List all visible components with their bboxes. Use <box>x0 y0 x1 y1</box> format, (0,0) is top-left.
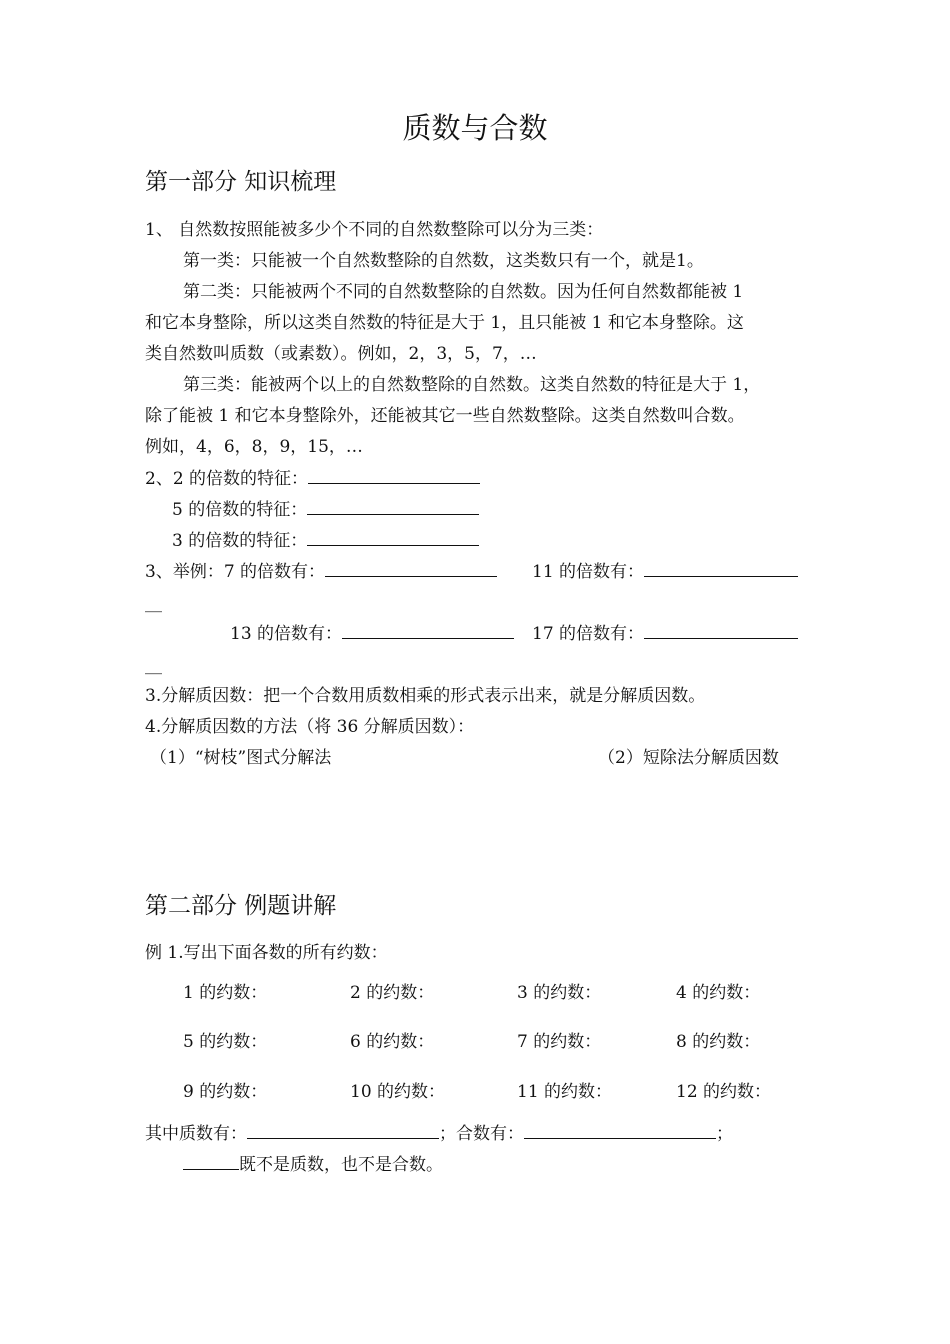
multiples-of-7-row <box>145 560 497 583</box>
multiples-of-5-blank[interactable] <box>307 498 479 515</box>
divisors-of-10: 10 的约数： <box>350 1082 446 1102</box>
multiples-of-13-row <box>230 622 514 645</box>
prime-composite-row <box>145 1122 733 1145</box>
tree-method-label: （1）“树枝”图式分解法 <box>150 748 332 768</box>
divisors-of-4: 4 的约数： <box>676 983 761 1003</box>
neither-blank[interactable] <box>183 1153 239 1170</box>
multiples-of-5-label: 5 的倍数的特征： <box>172 500 308 520</box>
prime-factorization-methods: 4.分解质因数的方法（将 36 分解质因数）： <box>145 717 475 737</box>
composites-blank[interactable] <box>524 1122 716 1139</box>
divisors-of-2: 2 的约数： <box>350 983 435 1003</box>
multiples-of-11-row <box>532 560 798 583</box>
multiples-of-11-label: 11 的倍数有： <box>532 562 645 582</box>
prime-factorization-definition: 3.分解质因数：把一个合数用质数相乘的形式表示出来，就是分解质因数。 <box>145 686 706 706</box>
class3-line2: 除了能被 1 和它本身整除外，还能被其它一些自然数整除。这类自然数叫合数。 <box>145 406 745 426</box>
class2-line1: 第二类：只能被两个不同的自然数整除的自然数。因为任何自然数都能被 1 <box>183 282 744 302</box>
class3-line1: 第三类：能被两个以上的自然数整除的自然数。这类自然数的特征是大于 1， <box>183 375 761 395</box>
multiples-of-17-label: 17 的倍数有： <box>532 624 645 644</box>
part1-heading: 第一部分 知识梳理 <box>145 169 337 195</box>
multiples-of-3-row <box>172 529 479 552</box>
multiples-of-17-row <box>532 622 798 645</box>
multiples-of-3-label: 3 的倍数的特征： <box>172 531 308 551</box>
multiples-of-17-blank[interactable] <box>644 622 798 639</box>
semicolon-1: ； <box>439 1124 456 1144</box>
composites-label: 合数有： <box>456 1124 524 1144</box>
class2-line3: 类自然数叫质数（或素数）。例如，2，3，5，7，… <box>145 344 537 364</box>
primes-blank[interactable] <box>247 1122 439 1139</box>
multiples-of-3-blank[interactable] <box>307 529 479 546</box>
divisors-of-9: 9 的约数： <box>183 1082 268 1102</box>
multiples-of-11-blank[interactable] <box>644 560 798 577</box>
divisors-of-6: 6 的约数： <box>350 1032 435 1052</box>
example1-prompt: 例 1.写出下面各数的所有约数： <box>145 943 388 963</box>
divisors-of-3: 3 的约数： <box>517 983 602 1003</box>
multiples-of-13-blank[interactable] <box>342 622 514 639</box>
page-title: 质数与合数 <box>402 111 548 145</box>
divisors-of-7: 7 的约数： <box>517 1032 602 1052</box>
multiples-of-11-blank-wrap: __ <box>145 593 162 613</box>
class1-text: 第一类：只能被一个自然数整除的自然数，这类数只有一个，就是1。 <box>183 251 704 271</box>
divisors-of-1: 1 的约数： <box>183 983 268 1003</box>
multiples-of-2-label: 2、2 的倍数的特征： <box>145 469 309 489</box>
multiples-of-5-row <box>172 498 479 521</box>
divisors-of-8: 8 的约数： <box>676 1032 761 1052</box>
neither-row <box>183 1153 443 1176</box>
neither-text: 既不是质数，也不是合数。 <box>239 1155 443 1175</box>
divisors-of-5: 5 的约数： <box>183 1032 268 1052</box>
multiples-of-17-blank-wrap: __ <box>145 655 162 675</box>
multiples-of-2-blank[interactable] <box>308 467 480 484</box>
class3-line3: 例如，4，6，8，9，15，… <box>145 437 363 457</box>
part2-heading: 第二部分 例题讲解 <box>145 893 337 919</box>
divisors-of-12: 12 的约数： <box>676 1082 772 1102</box>
multiples-of-7-blank[interactable] <box>325 560 497 577</box>
class2-line2: 和它本身整除，所以这类自然数的特征是大于 1，且只能被 1 和它本身整除。这 <box>145 313 744 333</box>
multiples-of-13-label: 13 的倍数有： <box>230 624 343 644</box>
semicolon-2: ； <box>716 1124 733 1144</box>
short-division-method-label: （2）短除法分解质因数 <box>598 748 779 768</box>
item1-intro: 1、 自然数按照能被多少个不同的自然数整除可以分为三类： <box>145 220 604 240</box>
multiples-of-7-label: 3、举例：7 的倍数有： <box>145 562 326 582</box>
primes-label: 其中质数有： <box>145 1124 247 1144</box>
multiples-of-2-row <box>145 467 480 490</box>
divisors-of-11: 11 的约数： <box>517 1082 613 1102</box>
